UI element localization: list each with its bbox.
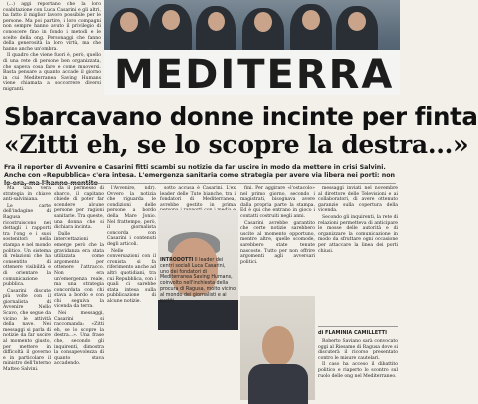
col1-para-2: Le carte dell'indagine di Ragusa ricostruiscono nei dettagli i rapporti tra l'ong e i suoi sostenitori nella stampa e nel mondo politico. Un sistema di relazioni che ha consentito di ottenere visibilità e di orientare la comunicazione pubblica.	[3, 203, 51, 288]
col1-para-1: Ma una vera strategia in chiave anti-salviniana.	[3, 186, 51, 203]
article-subhead: Fra il reporter di Avvenire e Casarini fitti scambi su notizie da far uscire in modo da mettere in crisi Salvini. Anche con «Repubblica» c'era intesa. L'emergenza sanitaria come strategia per avere via libera nei porti: non	[4, 164, 396, 179]
byline: di FLAMINIA CAMILLETTI	[318, 330, 387, 336]
left-column	[3, 2, 101, 99]
left-para-1: (...) aggi reportano che la loro coabitazione con Luca Casarini e gli altri, ha fatto il miglior lavoro possibile per le persone. Ma poi partire, i loro compagni non sempre hanno avuto il privilegio di conoscere fino in fondo i metodi e le scelte della ong. Personaggi che fanno della generosità la loro virtù, ma che hanno anche un'ombra.	[3, 2, 101, 52]
col4-para-1: sotto accusa è Casarini. L'ex leader delle Tute bianche, tra i fondatori di Mediterranea, avrebbe gestito in prima	[160, 186, 236, 208]
br-para-2: Il caso ha acceso il dibattito politico e riaperto lo scontro sul ruolo delle ong nel Mediterraneo.	[318, 362, 398, 379]
col2-para-1: da il permesso di sbarco, il capitano chiede di poter far scendere alcune persone per ragioni sanitarie. Tra queste, una donna che si dichiara incinta.	[54, 186, 104, 231]
left-para-2: Il quadro che viene fuori è, però, quello di una rete di persone ben organizzata, che sapeva cosa fare e come muoversi. Basta pensare a quanto accade il giorno in cui Mediterranea Saving Humans viene chiamata a soccorrere diversi migranti.	[3, 53, 101, 92]
portrait-box	[158, 210, 238, 400]
column-1	[3, 186, 51, 400]
column-2	[54, 186, 104, 400]
col6-para-1: messaggi inviati nel novembre al direttore delle Televisioni e ai collaboratori, di avere ottenuto garanzie sulla copertura della vicenda.	[318, 186, 398, 214]
banner-text: MEDITERRA	[114, 52, 395, 98]
column-6	[318, 186, 398, 324]
br-para-1: Roberto Saviano sarà convocato oggi al Riesame di Ragusa dove si discuterà il ricorso presentato contro le misure cautelari.	[318, 339, 398, 361]
col3-para-2: Nelle conversazioni con il cronista si fa riferimento anche ad altri quotidiani, tra cui Repubblica, con i quali ci sarebbe stata intesa sulla pubblicazione di alcune notizie.	[107, 248, 156, 304]
col1-para-3: Casarini discute più volte con il giornalista di Avvenire Nello Scavo, che segue da vicino le attività della nave. Nei messaggi si parla di notizie da far uscire al momento giusto, per mettere in difficoltà il governo e in particolare il ministro dell'Interno Matteo Salvini.	[3, 288, 51, 372]
column-3	[107, 186, 156, 400]
col6-para-2: Secondo gli inquirenti, la rete di relazioni permetteva di anticipare le mosse delle autorità e di organizzare la comunicazione in modo da sfruttare ogni occasione per attaccare la linea dei porti chiusi.	[318, 214, 398, 254]
column-5	[240, 186, 315, 294]
portrait-caption	[160, 258, 236, 304]
article-headline: «Zitti eh, se lo scopre la destra...»	[4, 130, 469, 159]
side-photo	[240, 296, 315, 400]
article-kicker: Sbarcavano donne incinte per finta	[4, 102, 478, 131]
col5-para-2: Casarini avrebbe garantito che certe notizie sarebbero uscite al momento opportuno, mentre altre, quelle scomode, sarebbero state tenute nascoste. Tutto per non offrire argomenti agli avversari politici.	[240, 220, 315, 265]
col3-para-1: l'Avvenire, ndr). Ovvero la notizia che riguarda le condizioni delle persone a bordo della Mare Jonio. Nel frattempo, però, il giornalista concorda con Casarini i contenuti degli articoli.	[107, 186, 156, 247]
caption-text: Il leader dei centri sociali Luca Casarini, uno dei fondatori di Mediterranea Saving Humans, coinvolto nell'inchiesta della procura di Ragusa, molto vicino al mondo dei giornalisti e ai partiti	[160, 258, 237, 304]
divider	[4, 183, 396, 184]
caption-label: INTRODOTTI	[160, 258, 194, 263]
bottom-right-column	[318, 339, 398, 400]
byline-rule	[318, 326, 398, 327]
column-4	[160, 186, 236, 208]
top-photo	[104, 0, 400, 98]
col2-para-3: Nei messaggi, Casarini si raccomanda: «Zitti eh, se lo scopre la destra...». Una frase che, secondo gli inquirenti, dimostra la consapevolezza di quanto stava accadendo.	[54, 311, 104, 367]
col5-para-1: fini. Per aggirare «l'ostacolo» nel primo giorno, secondo i magistrati, bisognava avere dalla propria parte la stampa. Ed è qui che entrano in gioco i contatti costruiti negli anni.	[240, 186, 315, 219]
col2-para-2: Dalle intercettazioni emerge però che la gravidanza era stata utilizzata come argomento per ottenere l'attracco. Non era un'emergenza reale, ma una strategia concordata con chi stava a bordo e con chi seguiva la vicenda da terra.	[54, 231, 104, 310]
